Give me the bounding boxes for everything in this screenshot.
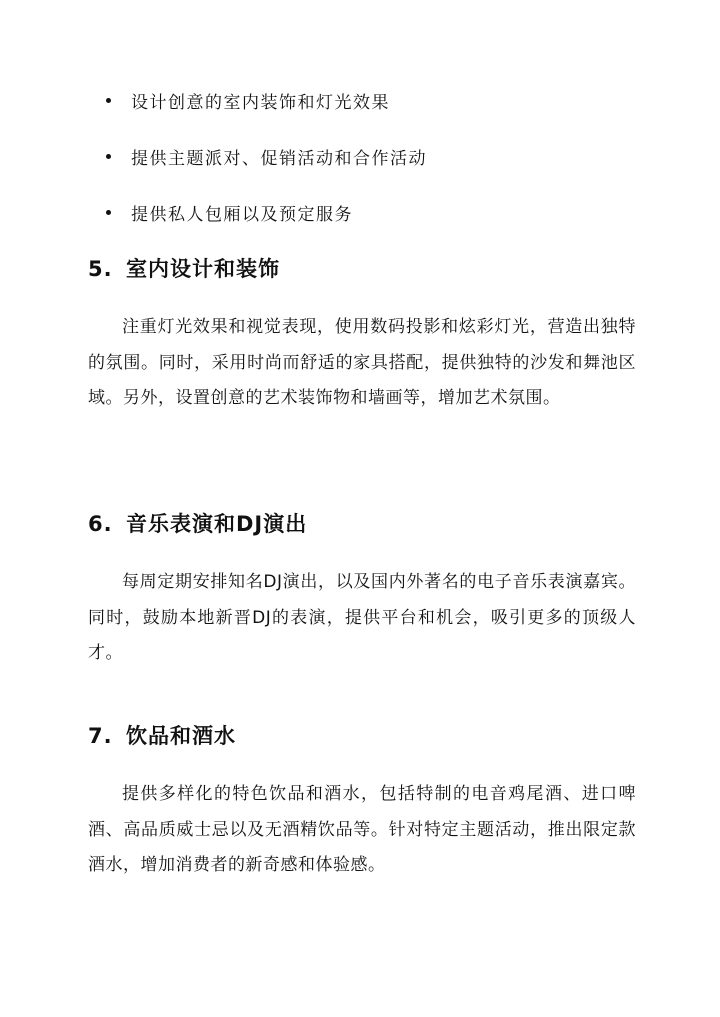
section-paragraph: 提供多样化的特色饮品和酒水，包括特制的电音鸡尾酒、进口啤酒、高品质威士忌以及无酒精饮品等。针对特定主题活动，推出限定款酒水，增加消费者的新奇感和体验感。 [88, 784, 636, 875]
bullet-icon [106, 210, 111, 215]
list-item [106, 86, 666, 114]
bullet-list [106, 86, 666, 254]
section-number: 5. [88, 257, 113, 281]
section-title: 音乐表演和DJ演出 [126, 512, 308, 536]
section-heading [88, 252, 636, 286]
list-item [106, 142, 666, 170]
section-drinks [88, 719, 636, 884]
section-interior-design [88, 252, 636, 417]
section-heading [88, 719, 636, 753]
section-heading [88, 507, 636, 541]
list-item [106, 198, 666, 226]
section-number: 7. [88, 724, 113, 748]
bullet-text: 提供私人包厢以及预定服务 [131, 204, 353, 225]
bullet-text: 设计创意的室内装饰和灯光效果 [131, 92, 390, 113]
section-title: 饮品和酒水 [126, 724, 236, 748]
bullet-icon [106, 98, 111, 103]
section-number: 6. [88, 512, 113, 536]
bullet-icon [106, 154, 111, 159]
section-paragraph: 每周定期安排知名DJ演出，以及国内外著名的电子音乐表演嘉宾。同时，鼓励本地新晋DJ的表演，提供平台和机会，吸引更多的顶级人才。 [88, 572, 636, 663]
section-music-dj [88, 507, 636, 672]
bullet-text: 提供主题派对、促销活动和合作活动 [131, 148, 427, 169]
section-paragraph: 注重灯光效果和视觉表现，使用数码投影和炫彩灯光，营造出独特的氛围。同时，采用时尚而舒适的家具搭配，提供独特的沙发和舞池区域。另外，设置创意的艺术装饰物和墙画等，增加艺术氛围。 [88, 317, 636, 408]
section-title: 室内设计和装饰 [126, 257, 280, 281]
